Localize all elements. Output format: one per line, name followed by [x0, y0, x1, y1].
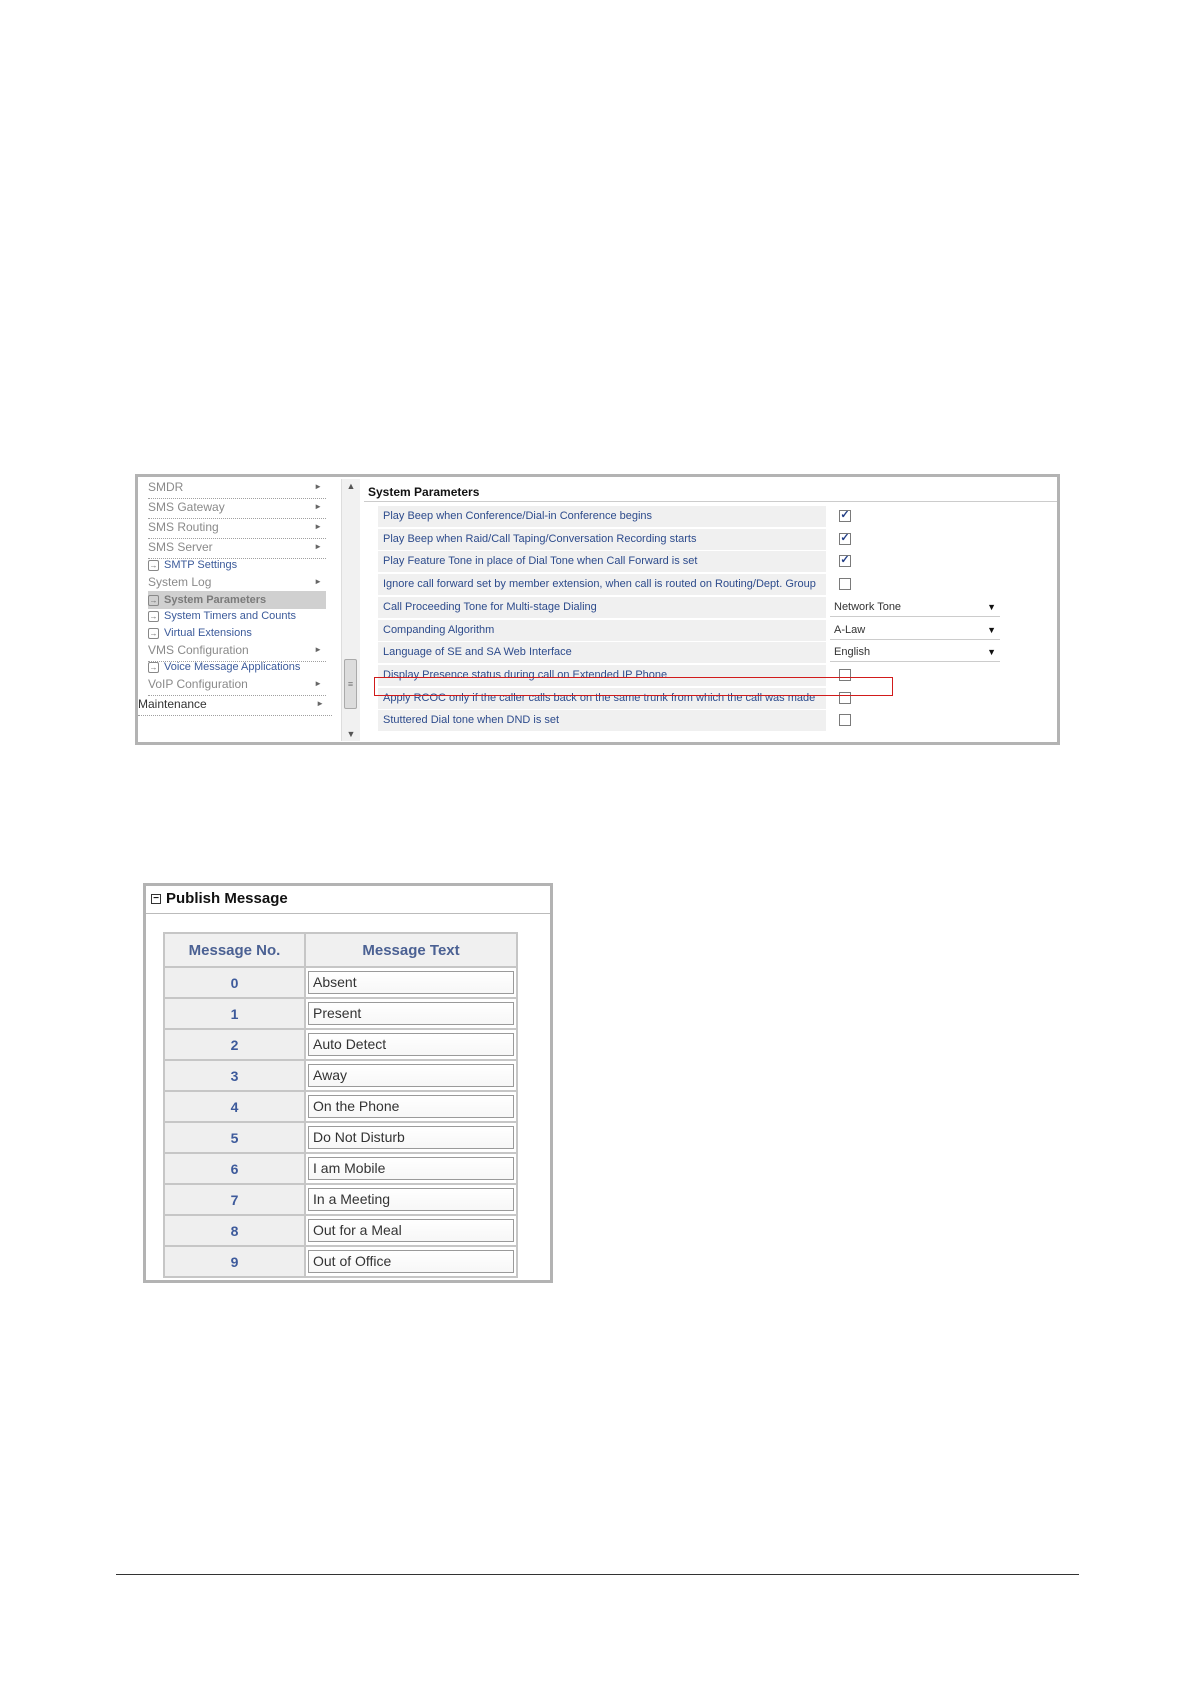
- parameter-label: Stuttered Dial tone when DND is set: [378, 710, 826, 731]
- sidebar-section-item[interactable]: [148, 478, 326, 499]
- scroll-up-icon[interactable]: ▲: [346, 481, 356, 491]
- chevron-right-icon: ►: [316, 699, 324, 708]
- message-text-input[interactable]: In a Meeting: [308, 1188, 514, 1211]
- parameter-row: [378, 620, 1057, 643]
- message-text-input[interactable]: Away: [308, 1064, 514, 1087]
- message-table: [163, 932, 518, 1278]
- collapse-icon[interactable]: −: [151, 894, 161, 904]
- table-row: [164, 1060, 517, 1091]
- chevron-right-icon: ►: [314, 679, 322, 688]
- message-number: 4: [164, 1091, 305, 1122]
- parameter-checkbox[interactable]: [839, 714, 851, 726]
- table-row: [164, 1029, 517, 1060]
- chevron-right-icon: ►: [314, 522, 322, 531]
- message-text-cell: [305, 967, 517, 998]
- message-text-cell: [305, 998, 517, 1029]
- sidebar-item-label: Virtual Extensions: [164, 627, 252, 639]
- chevron-right-icon: ►: [314, 502, 322, 511]
- sidebar-item-label: VMS Configuration: [148, 643, 249, 657]
- message-number: 9: [164, 1246, 305, 1277]
- arrow-right-icon: →: [149, 662, 158, 672]
- parameter-dropdown[interactable]: [830, 598, 1000, 617]
- sidebar-item-label: System Parameters: [164, 594, 267, 606]
- sidebar-section-item[interactable]: [148, 498, 326, 519]
- message-number: 3: [164, 1060, 305, 1091]
- parameter-label: Play Beep when Raid/Call Taping/Conversation Recording starts: [378, 529, 826, 550]
- scroll-thumb[interactable]: ≡: [344, 659, 357, 709]
- parameter-label: Language of SE and SA Web Interface: [378, 642, 826, 663]
- message-text-input[interactable]: Auto Detect: [308, 1033, 514, 1056]
- message-number: 2: [164, 1029, 305, 1060]
- sidebar-item-label: SMDR: [148, 480, 184, 494]
- parameter-row: [378, 529, 1057, 552]
- message-number: 1: [164, 998, 305, 1029]
- sidebar-item-label: SMTP Settings: [164, 559, 238, 571]
- sidebar-item-label: System Log: [148, 575, 212, 589]
- message-text-input[interactable]: Absent: [308, 971, 514, 994]
- message-text-cell: [305, 1029, 517, 1060]
- arrow-right-icon: →: [149, 628, 158, 638]
- panel-title: System Parameters: [368, 485, 480, 499]
- message-number: 7: [164, 1184, 305, 1215]
- message-text-input[interactable]: Do Not Disturb: [308, 1126, 514, 1149]
- message-text-input[interactable]: I am Mobile: [308, 1157, 514, 1180]
- message-number: 5: [164, 1122, 305, 1153]
- message-text-cell: [305, 1215, 517, 1246]
- parameter-row: [378, 597, 1057, 620]
- parameter-row: [378, 574, 1057, 597]
- parameter-label: Play Beep when Conference/Dial-in Conference begins: [378, 506, 826, 527]
- arrow-right-icon: →: [149, 611, 158, 621]
- sidebar-subitem[interactable]: [148, 658, 326, 676]
- table-row: [164, 1122, 517, 1153]
- sidebar-item-label: Maintenance: [138, 697, 207, 711]
- column-header-message-no: Message No.: [164, 933, 305, 967]
- table-row: [164, 1246, 517, 1277]
- sidebar-item-label: VoIP Configuration: [148, 677, 248, 691]
- sidebar-section-item[interactable]: [148, 675, 326, 696]
- parameter-row: [378, 710, 1057, 733]
- sidebar-item-label: System Timers and Counts: [164, 610, 297, 622]
- table-row: [164, 1184, 517, 1215]
- parameter-row: [378, 642, 1057, 665]
- chevron-right-icon: ►: [314, 482, 322, 491]
- message-number: 8: [164, 1215, 305, 1246]
- highlight-box: [374, 677, 893, 696]
- message-text-cell: [305, 1091, 517, 1122]
- table-row: [164, 1091, 517, 1122]
- chevron-right-icon: ►: [314, 577, 322, 586]
- message-text-cell: [305, 1060, 517, 1091]
- panel-title: Publish Message: [166, 890, 288, 907]
- message-text-input[interactable]: On the Phone: [308, 1095, 514, 1118]
- arrow-right-icon: →: [149, 560, 158, 570]
- chevron-right-icon: ►: [314, 542, 322, 551]
- message-text-cell: [305, 1246, 517, 1277]
- message-text-input[interactable]: Present: [308, 1002, 514, 1025]
- parameter-label: Call Proceeding Tone for Multi-stage Dialing: [378, 597, 826, 618]
- message-text-cell: [305, 1122, 517, 1153]
- parameter-label: Play Feature Tone in place of Dial Tone when Call Forward is set: [378, 551, 826, 572]
- dropdown-value: A-Law: [834, 623, 866, 636]
- system-parameters-panel: [364, 477, 1057, 742]
- dropdown-value: Network Tone: [834, 600, 902, 613]
- parameter-label: Ignore call forward set by member extension, when call is routed on Routing/Dept. Group: [378, 574, 826, 595]
- table-row: [164, 1215, 517, 1246]
- message-text-input[interactable]: Out for a Meal: [308, 1219, 514, 1242]
- chevron-down-icon: ▼: [987, 647, 996, 658]
- dropdown-value: English: [834, 646, 871, 659]
- table-row: [164, 1153, 517, 1184]
- parameter-label: Companding Algorithm: [378, 620, 826, 641]
- parameter-row: [378, 506, 1057, 529]
- parameter-checkbox[interactable]: [839, 578, 851, 590]
- publish-message-panel: [143, 883, 553, 1283]
- scroll-down-icon[interactable]: ▼: [346, 729, 356, 739]
- message-text-input[interactable]: Out of Office: [308, 1250, 514, 1273]
- sidebar-item-label: SMS Server: [148, 540, 213, 554]
- parameter-dropdown[interactable]: [830, 643, 1000, 662]
- column-header-message-text: Message Text: [305, 933, 517, 967]
- sidebar-item-label: SMS Routing: [148, 520, 219, 534]
- message-text-cell: [305, 1153, 517, 1184]
- sidebar-main-item[interactable]: [138, 695, 332, 716]
- chevron-down-icon: ▼: [987, 601, 996, 612]
- chevron-right-icon: ►: [314, 645, 322, 654]
- sidebar-section-item[interactable]: [148, 518, 326, 539]
- parameter-label: Apply RCOC only if the caller calls back on the same trunk from which the call was made: [378, 688, 826, 709]
- title-divider: [364, 501, 1057, 502]
- message-number: 6: [164, 1153, 305, 1184]
- table-header-row: [164, 933, 517, 967]
- parameter-row: [378, 551, 1057, 574]
- header-divider: [146, 913, 550, 914]
- parameter-checkbox[interactable]: ✓: [840, 509, 850, 521]
- table-row: [164, 967, 517, 998]
- parameter-label: Display Presence status during call on Extended IP Phone: [378, 665, 826, 686]
- message-number: 0: [164, 967, 305, 998]
- sidebar-item-label: Voice Message Applications: [164, 661, 301, 673]
- chevron-down-icon: ▼: [987, 624, 996, 635]
- parameter-dropdown[interactable]: [830, 621, 1000, 640]
- system-parameters-screenshot: [135, 474, 1060, 745]
- sidebar-scrollbar[interactable]: [341, 479, 360, 741]
- table-row: [164, 998, 517, 1029]
- arrow-right-icon: →: [149, 595, 158, 605]
- sidebar-subitem[interactable]: [148, 624, 326, 642]
- sidebar-subitem[interactable]: [148, 607, 326, 625]
- footer-divider: [116, 1574, 1079, 1575]
- message-text-cell: [305, 1184, 517, 1215]
- parameter-checkbox[interactable]: ✓: [840, 554, 850, 567]
- sidebar-item-label: SMS Gateway: [148, 500, 225, 514]
- sidebar-subitem[interactable]: [148, 556, 326, 574]
- parameter-checkbox[interactable]: ✓: [840, 531, 850, 544]
- sidebar-nav: [138, 477, 338, 742]
- panel-header: [151, 890, 288, 907]
